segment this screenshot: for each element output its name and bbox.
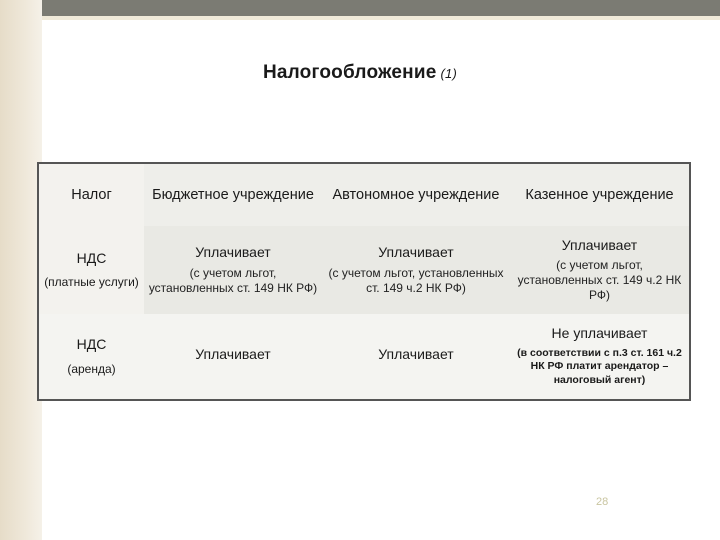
row2-state-note: (в соответствии с п.3 ст. 161 ч.2 НК РФ платит арендатор – налоговый агент) [517,346,682,387]
row2-budget-status: Уплачивает [195,345,271,362]
header-tax: Налог [38,163,144,226]
row1-budget-note: (с учетом льгот, установленных ст. 149 НК РФ) [148,265,318,295]
tax-table [37,162,691,401]
top-bar [42,0,720,16]
row2-tax-cell [38,314,144,400]
row1-state-status: Уплачивает [561,236,638,253]
table-row-vat-rent [38,314,690,400]
row2-tax-sub: (аренда) [67,361,116,376]
row1-state-cell [510,226,690,314]
slide-title-text: Налогообложение [262,62,437,83]
row1-state-note: (с учетом льгот, установленных ст. 149 ч.2 НК РФ) [517,258,682,303]
row2-autonomous-status: Уплачивает [378,345,454,362]
page-number: 28 [596,496,609,508]
header-autonomous: Автономное учреждение [322,163,510,226]
top-bar-accent [42,16,720,20]
row1-autonomous-note: (с учетом льгот, установленных ст. 149 ч.2 НК РФ) [328,265,504,295]
row2-budget-cell [144,314,322,400]
row1-autonomous-cell [322,226,510,314]
row2-state-status: Не уплачивает [551,325,648,342]
row2-autonomous-cell [322,314,510,400]
table-row-vat-services [38,226,690,314]
slide-title-suffix: (1) [440,66,458,81]
table-header-row [38,163,690,226]
row2-state-cell [510,314,690,400]
row2-tax-name: НДС [76,336,107,353]
row1-autonomous-status: Уплачивает [378,244,454,261]
row1-budget-status: Уплачивает [195,244,271,261]
row1-tax-cell [38,226,144,314]
header-state-owned: Казенное учреждение [510,163,690,226]
header-budget: Бюджетное учреждение [144,163,322,226]
slide-title [0,62,720,84]
row1-budget-cell [144,226,322,314]
row1-tax-sub: (платные услуги) [44,275,139,290]
row1-tax-name: НДС [76,249,107,266]
